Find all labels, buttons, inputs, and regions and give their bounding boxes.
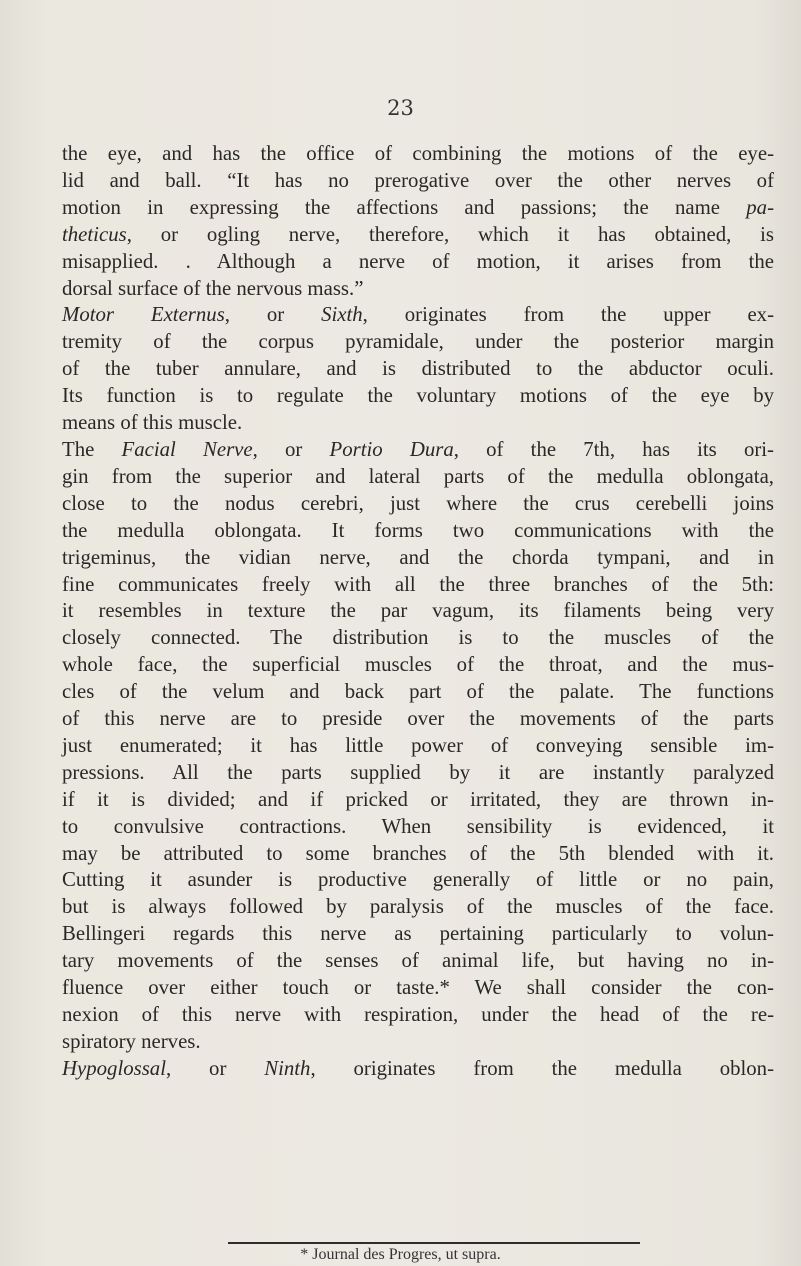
- text-line: [62, 975, 774, 1002]
- text-line: [62, 814, 774, 841]
- text-segment: whole face, the superficial muscles of the throat, and the mus-: [62, 653, 774, 677]
- text-segment: of this nerve are to preside over the movements of the parts: [62, 707, 774, 731]
- italic-term: theticus: [62, 222, 127, 246]
- text-line: [62, 141, 774, 168]
- text-segment: tary movements of the senses of animal life, but having no in-: [62, 949, 774, 973]
- text-segment: lid and ball. “It has no prerogative over the other nerves of: [62, 168, 774, 192]
- text-segment: fine communicates freely with all the three branches of the 5th:: [62, 572, 774, 596]
- text-segment: just enumerated; it has little power of conveying sensible im-: [62, 733, 774, 757]
- text-segment: the medulla oblongata. It forms two communications with the: [62, 518, 774, 542]
- text-line: [62, 921, 774, 948]
- text-segment: nexion of this nerve with respiration, under the head of the re-: [62, 1003, 774, 1026]
- text-segment: , or: [166, 1056, 265, 1080]
- text-line: [62, 491, 774, 518]
- text-line: [62, 329, 774, 356]
- text-line: [62, 572, 774, 599]
- text-line: [62, 545, 774, 572]
- text-segment: , or ogling nerve, therefore, which it has obtained, is: [126, 222, 774, 246]
- text-line: [62, 706, 774, 733]
- text-line: [62, 948, 774, 975]
- body-text: [62, 141, 774, 1083]
- italic-term: Facial Nerve: [121, 437, 253, 461]
- footnote: * Journal des Progres, ut supra.: [300, 1246, 501, 1263]
- text-line: [62, 1002, 774, 1029]
- page-number: 23: [387, 96, 414, 120]
- text-segment: trigeminus, the vidian nerve, and the chorda tympani, and in: [62, 545, 774, 569]
- text-segment: cles of the velum and back part of the palate. The functions: [62, 680, 774, 704]
- text-line: [62, 867, 774, 894]
- text-line: [62, 356, 774, 383]
- text-line: [62, 679, 774, 706]
- text-segment: Its function is to regulate the voluntary motions of the eye by: [62, 384, 774, 408]
- text-line: [62, 464, 774, 491]
- text-segment: gin from the superior and lateral parts of the medulla oblongata,: [62, 464, 774, 488]
- italic-term: Ninth: [264, 1056, 311, 1080]
- text-segment: motion in expressing the affections and passions; the name: [62, 195, 747, 219]
- text-line: [62, 652, 774, 679]
- text-line: [62, 598, 774, 625]
- italic-term: Sixth: [321, 303, 363, 327]
- text-line: [62, 168, 774, 195]
- text-line: [62, 195, 774, 222]
- text-segment: closely connected. The distribution is to the muscles of the: [62, 626, 774, 650]
- text-line: [62, 437, 774, 464]
- text-segment: pressions. All the parts supplied by it are instantly paralyzed: [62, 760, 774, 784]
- italic-term: Portio Dura: [329, 437, 454, 461]
- text-line: [62, 518, 774, 545]
- text-segment: , originates from the medulla oblon-: [310, 1056, 775, 1080]
- text-segment: of the tuber annulare, and is distributed to the abductor oculi.: [62, 357, 774, 381]
- text-segment: the eye, and has the office of combining the motions of the eye-: [62, 142, 774, 165]
- italic-term: Hypoglossal: [62, 1056, 166, 1080]
- text-segment: The: [62, 437, 122, 461]
- text-segment: misapplied. . Although a nerve of motion, it arises from the: [62, 249, 774, 273]
- text-segment: means of this muscle.: [62, 411, 243, 435]
- text-segment: , of the 7th, has its ori-: [453, 437, 774, 461]
- italic-term: Motor Externus: [62, 303, 225, 327]
- text-segment: to convulsive contractions. When sensibility is evidenced, it: [62, 814, 774, 838]
- text-line: [62, 733, 774, 760]
- text-line: [62, 760, 774, 787]
- text-segment: tremity of the corpus pyramidale, under the posterior margin: [62, 330, 774, 354]
- text-segment: dorsal surface of the nervous mass.”: [62, 276, 364, 300]
- text-line: [62, 625, 774, 652]
- text-segment: close to the nodus cerebri, just where the crus cerebelli joins: [62, 491, 774, 515]
- text-line: [62, 841, 774, 868]
- text-segment: if it is divided; and if pricked or irritated, they are thrown in-: [62, 787, 774, 811]
- text-line: [62, 410, 774, 437]
- text-line: [62, 894, 774, 921]
- text-segment: but is always followed by paralysis of the muscles of the face.: [62, 895, 774, 919]
- text-line: [62, 1029, 774, 1056]
- text-line: [62, 249, 774, 276]
- footnote-rule: [228, 1242, 640, 1244]
- text-line: [62, 302, 774, 329]
- text-segment: fluence over either touch or taste.* We shall consider the con-: [62, 976, 774, 1000]
- italic-term: pa-: [746, 195, 774, 219]
- text-line: [62, 1056, 774, 1083]
- text-segment: it resembles in texture the par vagum, its filaments being very: [62, 599, 774, 623]
- text-line: [62, 383, 774, 410]
- text-segment: Bellingeri regards this nerve as pertaining particularly to volun-: [62, 922, 774, 946]
- text-segment: , originates from the upper ex-: [362, 303, 774, 327]
- text-segment: spiratory nerves.: [62, 1029, 201, 1053]
- text-segment: , or: [252, 437, 330, 461]
- text-segment: may be attributed to some branches of the 5th blended with it.: [62, 841, 774, 865]
- text-segment: Cutting it asunder is productive generally of little or no pain,: [62, 868, 774, 892]
- text-line: [62, 222, 774, 249]
- text-segment: , or: [224, 303, 322, 327]
- text-line: [62, 276, 774, 303]
- text-line: [62, 787, 774, 814]
